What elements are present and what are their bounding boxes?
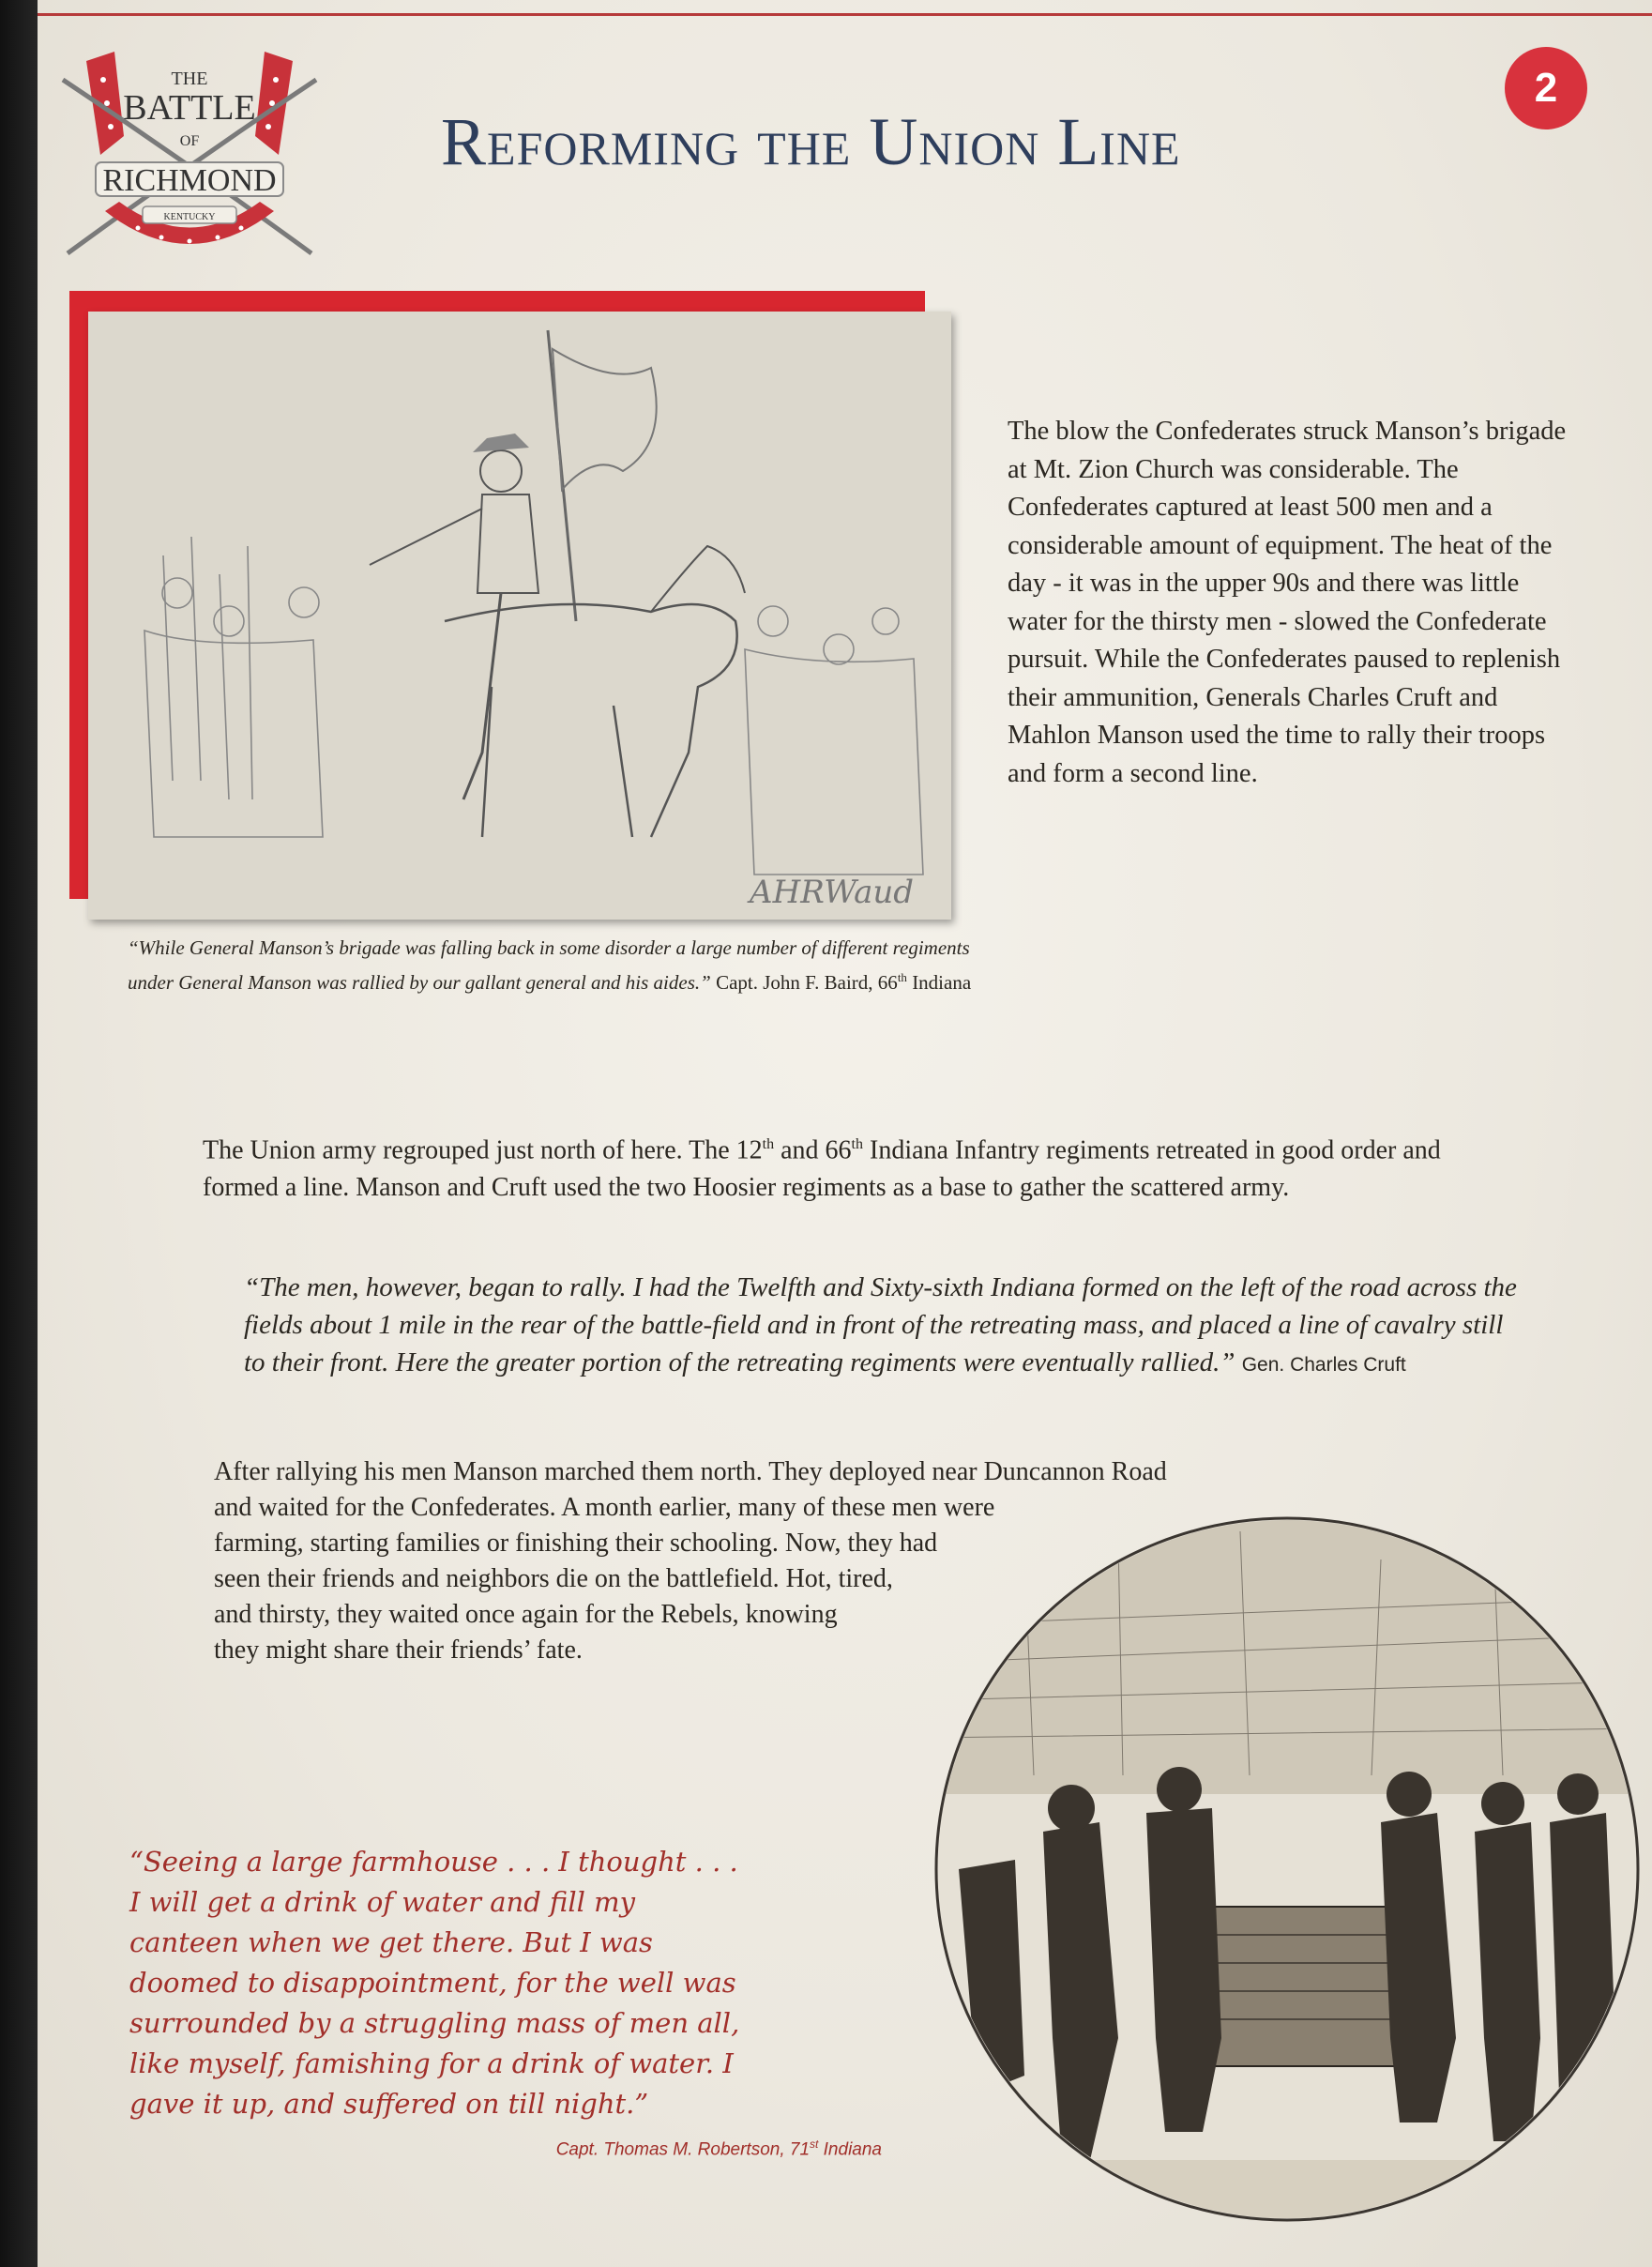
sketch-caption-author: Capt. John F. Baird, 66 xyxy=(716,971,898,994)
robertson-author-name: Capt. Thomas M. Robertson, 71 xyxy=(555,2139,811,2160)
robertson-quote-line: canteen when we get there. But I was xyxy=(129,1926,653,1958)
regroup-paragraph xyxy=(203,1126,1516,1207)
logo-text-richmond: RICHMOND xyxy=(102,163,277,198)
cavalry-officer-sketch xyxy=(88,312,951,920)
sketch-caption-author-unit: Indiana xyxy=(912,971,972,994)
deployment-line: seen their friends and neighbors die on the battlefield. Hot, tired, xyxy=(214,1564,893,1593)
deployment-line: and thirsty, they waited once again for the Rebels, knowing xyxy=(214,1600,838,1629)
regroup-sup-2: th xyxy=(851,1136,863,1152)
deployment-line: they might share their friends’ fate. xyxy=(214,1636,583,1665)
battle-of-richmond-logo xyxy=(49,52,330,267)
interpretive-panel xyxy=(38,0,1652,2267)
sketch-caption xyxy=(128,934,991,997)
sketch-caption-quote: “While General Manson’s brigade was falling back in some disorder a large number of different regiments under General Manson was rallied by our gallant general and his aides.” xyxy=(128,936,970,994)
regroup-sup-1: th xyxy=(762,1136,775,1152)
robertson-author-sup: st xyxy=(810,2138,819,2151)
page-title: Reforming the Union Line xyxy=(441,104,1181,179)
regroup-text-2: and 66 xyxy=(774,1135,852,1165)
deployment-line: farming, starting families or finishing their schooling. Now, they had xyxy=(214,1529,938,1558)
regroup-text-1: The Union army regrouped just north of here. The 12 xyxy=(203,1135,763,1165)
robertson-author-unit: Indiana xyxy=(823,2139,882,2160)
logo-text-of: OF xyxy=(179,133,200,149)
logo-text-the: THE xyxy=(171,68,208,89)
regroup-text-3: Indiana Infantry regiments retreated in good order and formed a line. Manson and Cruft used the two Hoosier regiments as a base to gather the scattered army. xyxy=(203,1135,1441,1203)
logo-text-battle: BATTLE xyxy=(123,88,256,128)
cruft-quote-author: Gen. Charles Cruft xyxy=(1241,1354,1406,1376)
robertson-quote-line: doomed to disappointment, for the well was xyxy=(129,1967,736,1999)
cruft-quote-text: “The men, however, began to rally. I had the Twelfth and Sixty-sixth Indiana formed on the left of the road across the fields about 1 mile in the rear of the battle-field and in front of the retreating mass, and placed a line of cavalry still to their front. Here the greater portion of the retreating regiments were eventually rallied.” xyxy=(244,1272,1517,1377)
robertson-quote-line: “Seeing a large farmhouse . . . I thought . . . xyxy=(129,1846,738,1878)
artist-signature: AHRWaud xyxy=(750,874,914,911)
deployment-line: and waited for the Confederates. A month earlier, many of these men were xyxy=(214,1493,995,1522)
logo-text-kentucky: KENTUCKY xyxy=(163,212,216,222)
cruft-quote xyxy=(244,1269,1520,1384)
robertson-quote xyxy=(129,1842,899,2124)
top-rule xyxy=(38,13,1652,16)
robertson-quote-line: I will get a drink of water and fill my xyxy=(129,1886,635,1918)
intro-paragraph: The blow the Confederates struck Manson’s brigade at Mt. Zion Church was considerable. The Confederates captured at least 500 men and a considerable amount of equipment. The heat of the day - it was in the upper 90s and there was little water for the thirsty men - slowed the Confederate pursuit. While the Confederates paused to replenish their ammunition, Generals Charles Cruft and Mahlon Manson used the time to rally their troops and form a second line. xyxy=(1008,417,1567,788)
robertson-quote-line: gave it up, and suffered on till night.” xyxy=(129,2088,649,2120)
marker-number-badge: 2 xyxy=(1505,47,1587,129)
robertson-quote-author xyxy=(441,2138,882,2160)
sketch-caption-author-sup: th xyxy=(897,970,907,984)
soldiers-at-well-engraving xyxy=(931,1513,1644,2226)
deployment-line: After rallying his men Manson marched them north. They deployed near Duncannon Road xyxy=(214,1457,1167,1486)
robertson-quote-line: surrounded by a struggling mass of men all, xyxy=(129,2007,740,2039)
robertson-quote-line: like myself, famishing for a drink of water. I xyxy=(129,2047,734,2079)
